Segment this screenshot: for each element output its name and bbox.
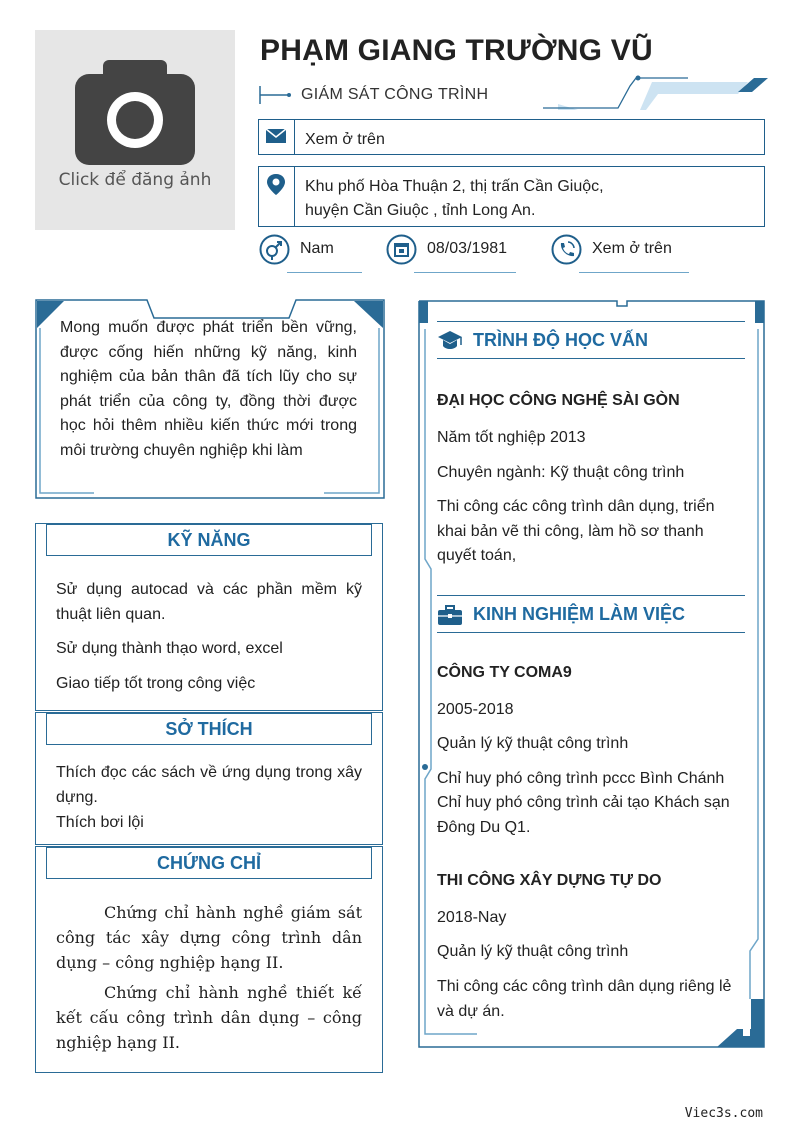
address-row [258,166,765,227]
camera-icon [75,60,195,165]
phone-item [551,234,691,276]
photo-caption: Click để đăng ảnh [58,170,212,190]
job-position: GIÁM SÁT CÔNG TRÌNH [301,86,489,103]
certificate-item: Chứng chỉ hành nghề giám sát công tác xây dựng công trình dân dụng – công nghiệp hạng II. [56,903,362,972]
job-company: THI CÔNG XÂY DỰNG TỰ DO [437,872,662,889]
birthday-value: 08/03/1981 [427,240,508,257]
job-period: 2018-Nay [437,909,507,926]
job-role: Quản lý kỹ thuật công trình [437,943,629,960]
briefcase-icon [437,603,463,627]
job-description: Chỉ huy phó công trình pccc Bình Chánh [437,770,725,787]
job-period: 2005-2018 [437,701,514,718]
hobby-item: Thích bơi lội [56,814,144,831]
candidate-name: PHẠM GIANG TRƯỜNG VŨ [260,34,653,67]
major: Chuyên ngành: Kỹ thuật công trình [437,464,685,481]
email-row [258,119,765,155]
phone-value[interactable]: Xem ở trên [592,240,672,257]
graduation-year: Năm tốt nghiệp 2013 [437,429,586,446]
address-line-1: Khu phố Hòa Thuận 2, thị trấn Cần Giuộc, [305,178,604,195]
photo-placeholder[interactable] [35,30,235,230]
skill-item: Sử dụng thành thạo word, excel [56,640,283,657]
skill-item: Sử dụng autocad và các phần mềm kỹ thuật liên quan. [56,581,362,623]
address-line-2: huyện Cần Giuộc , tỉnh Long An. [305,202,536,219]
phone-icon [551,234,582,265]
career-objective: Mong muốn được phát triển bền vững, được cống hiến những kỹ năng, kinh nghiệm của bản thân đã tích lũy cho sự phát triển của công ty, đồng thời được học hỏi thêm nhiều kiến thức mới trong môi trường chuyên nghiệp khi làm [60,319,357,459]
experience-title: KINH NGHIỆM LÀM VIỆC [473,604,686,624]
location-pin-icon [265,173,287,197]
certificates-title: CHỨNG CHỈ [46,847,372,879]
calendar-icon [386,234,417,265]
education-header [437,321,745,359]
email-value[interactable]: Xem ở trên [305,131,385,148]
skill-item: Giao tiếp tốt trong công việc [56,675,256,692]
hobbies-title: SỞ THÍCH [46,713,372,745]
skills-title: KỸ NĂNG [46,524,372,556]
job-role: Quản lý kỹ thuật công trình [437,735,629,752]
job-description: Chỉ huy phó công trình cải tạo Khách sạn Đông Du Q1. [437,794,730,836]
envelope-icon [265,126,287,146]
school-name: ĐẠI HỌC CÔNG NGHỆ SÀI GÒN [437,392,680,409]
footer-brand[interactable]: Viec3s.com [684,1106,763,1121]
job-company: CÔNG TY COMA9 [437,664,572,681]
education-title: TRÌNH ĐỘ HỌC VẤN [473,330,648,350]
experience-header [437,595,745,633]
gender-value: Nam [300,240,334,257]
graduation-cap-icon [437,329,463,353]
gender-icon [259,234,290,265]
job-description: Thi công các công trình dân dụng riêng lẻ và dự án. [437,978,732,1020]
certificate-item: Chứng chỉ hành nghề thiết kế kết cấu công trình dân dụng – công nghiệp hạng II. [56,983,362,1052]
birthday-item [386,234,521,276]
education-description: Thi công các công trình dân dụng, triển khai bản vẽ thi công, làm hồ sơ thanh quyết toán, [437,498,715,564]
gender-item [259,234,369,276]
hobby-item: Thích đọc các sách về ứng dụng trong xây dựng. [56,764,362,806]
